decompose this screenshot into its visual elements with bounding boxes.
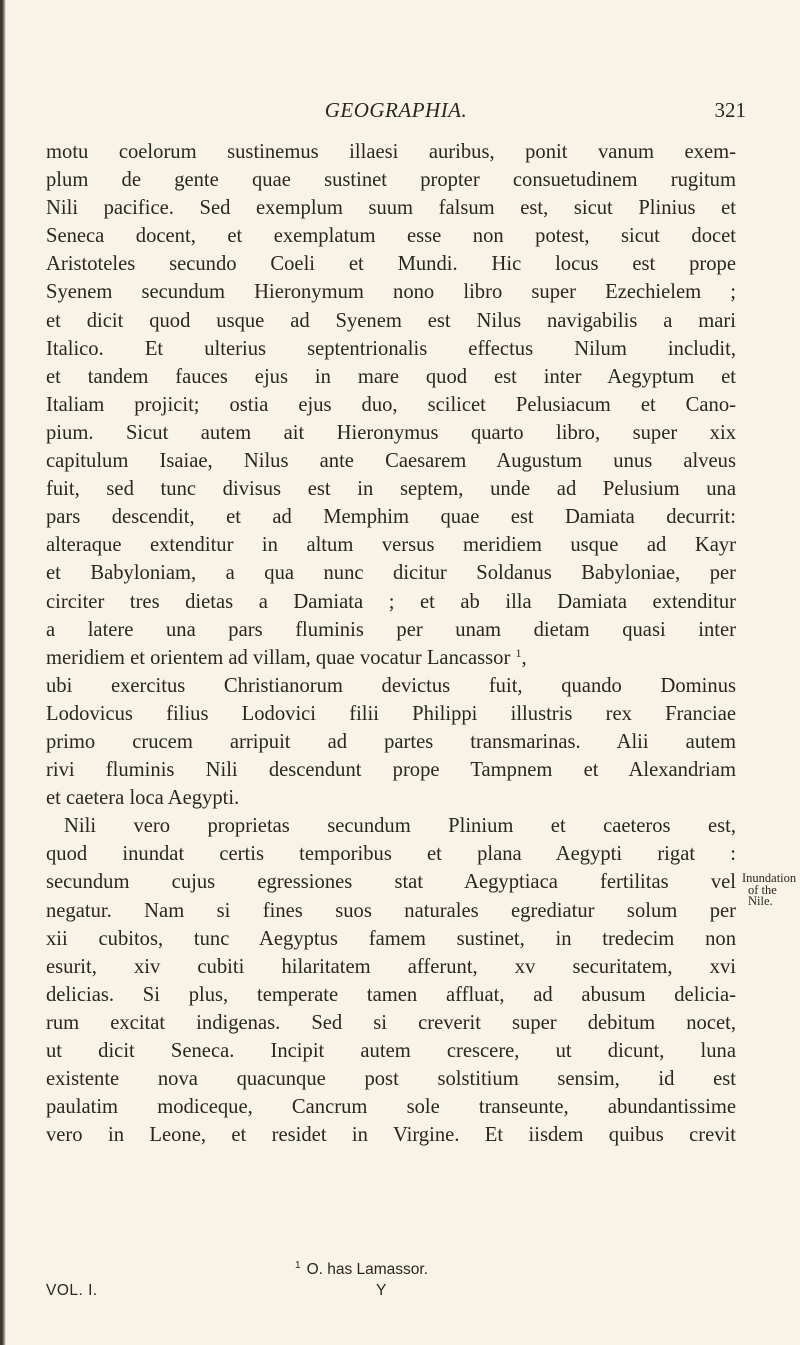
text-line: rivi fluminis Nili descendunt prope Tampnem et Alexandriam xyxy=(46,759,736,782)
text-line: vero in Leone, et residet in Virgine. Et iisdem quibus crevit xyxy=(46,1124,736,1147)
text-line: rum excitat indigenas. Sed si creverit super debitum nocet, xyxy=(46,1011,736,1034)
text-line: fuit, sed tunc divisus est in septem, unde ad Pelusium una xyxy=(46,478,736,501)
text-line: delicias. Si plus, temperate tamen affluat, ad abusum delicia- xyxy=(46,983,736,1006)
running-title: GEOGRAPHIA. xyxy=(324,98,468,122)
text-line: a latere una pars fluminis per unam dietam quasi inter xyxy=(46,618,736,641)
text-line: et caetera loca Aegypti. xyxy=(46,787,240,810)
text-line: Italiam projicit; ostia ejus duo, scilicet Pelusiacum et Cano- xyxy=(46,393,736,416)
text-line: Lodovicus filius Lodovici filii Philippi illustris rex Franciae xyxy=(46,702,736,725)
text-line: et dicit quod usque ad Syenem est Nilus navigabilis a mari xyxy=(46,309,736,332)
text-line: plum de gente quae sustinet propter consuetudinem rugitum xyxy=(46,169,736,192)
volume-label: VOL. I. xyxy=(46,1282,98,1299)
text-line: Seneca docent, et exemplatum esse non potest, sicut docet xyxy=(46,225,736,248)
marginal-note-line: Inundation xyxy=(742,871,797,885)
main-text xyxy=(46,138,736,1149)
page-binding-edge xyxy=(0,0,6,1345)
text-line: motu coelorum sustinemus illaesi auribus, ponit vanum exem- xyxy=(46,141,736,163)
marginal-note-line: of the xyxy=(748,882,777,897)
text-line: et tandem fauces ejus in mare quod est inter Aegyptum et xyxy=(46,365,736,388)
marginal-note-line: Nile. xyxy=(748,894,773,908)
text-line: quod inundat certis temporibus et plana Aegypti rigat : xyxy=(46,843,736,866)
text-line: xii cubitos, tunc Aegyptus famem sustinet, in tredecim non xyxy=(46,927,736,950)
page-number: 321 xyxy=(714,98,746,122)
text-line: ubi exercitus Christianorum devictus fuit, quando Dominus xyxy=(46,674,736,697)
text-line: primo crucem arripuit ad partes transmarinas. Alii autem xyxy=(46,730,736,753)
text-line: pium. Sicut autem ait Hieronymus quarto libro, super xix xyxy=(46,421,736,444)
text-line: esurit, xiv cubiti hilaritatem afferunt, xv securitatem, xvi xyxy=(46,955,736,978)
text-line: paulatim modiceque, Cancrum sole transeunte, abundantissime xyxy=(46,1096,736,1119)
footnote xyxy=(295,1260,428,1279)
text-line: Syenem secundum Hieronymum nono libro super Ezechielem ; xyxy=(46,281,736,304)
text-line: Nili pacifice. Sed exemplum suum falsum est, sicut Plinius et xyxy=(46,197,736,220)
text-line: capitulum Isaiae, Nilus ante Caesarem Augustum unus alveus xyxy=(46,450,736,473)
text-line: circiter tres dietas a Damiata ; et ab illa Damiata extenditur xyxy=(46,590,736,613)
text-line: et Babyloniam, a qua nunc dicitur Soldanus Babyloniae, per xyxy=(46,562,736,585)
page-header xyxy=(46,98,746,128)
footnote-text: O. has Lamassor. xyxy=(306,1261,429,1278)
footnote-reference: 1 xyxy=(515,645,522,660)
text-line: negatur. Nam si fines suos naturales egrediatur solum per xyxy=(46,899,736,922)
text-line: Aristoteles secundo Coeli et Mundi. Hic locus est prope xyxy=(46,253,736,276)
text-line: pars descendit, et ad Memphim quae est Damiata decurrit: xyxy=(46,506,736,529)
text-line: Nili vero proprietas secundum Plinium et caeteros est, xyxy=(64,815,736,838)
text-line: ut dicit Seneca. Incipit autem crescere, ut dicunt, luna xyxy=(46,1040,736,1062)
footnote-mark: 1 xyxy=(295,1260,301,1271)
text-line: existente nova quacunque post solstitium sensim, id est xyxy=(46,1068,736,1091)
signature-mark: Y xyxy=(376,1282,387,1299)
line-punctuation: , xyxy=(521,646,527,669)
text-line: Italico. Et ulterius septentrionalis effectus Nilum includit, xyxy=(46,337,736,360)
text-line-with-footnote xyxy=(46,644,736,672)
text-line: secundum cujus egressiones stat Aegyptiaca fertilitas vel xyxy=(46,871,736,894)
text-line-content: meridiem et orientem ad villam, quae vocatur Lancassor xyxy=(46,646,511,669)
marginal-note xyxy=(742,873,800,908)
text-line: alteraque extenditur in altum versus meridiem usque ad Kayr xyxy=(46,534,736,557)
